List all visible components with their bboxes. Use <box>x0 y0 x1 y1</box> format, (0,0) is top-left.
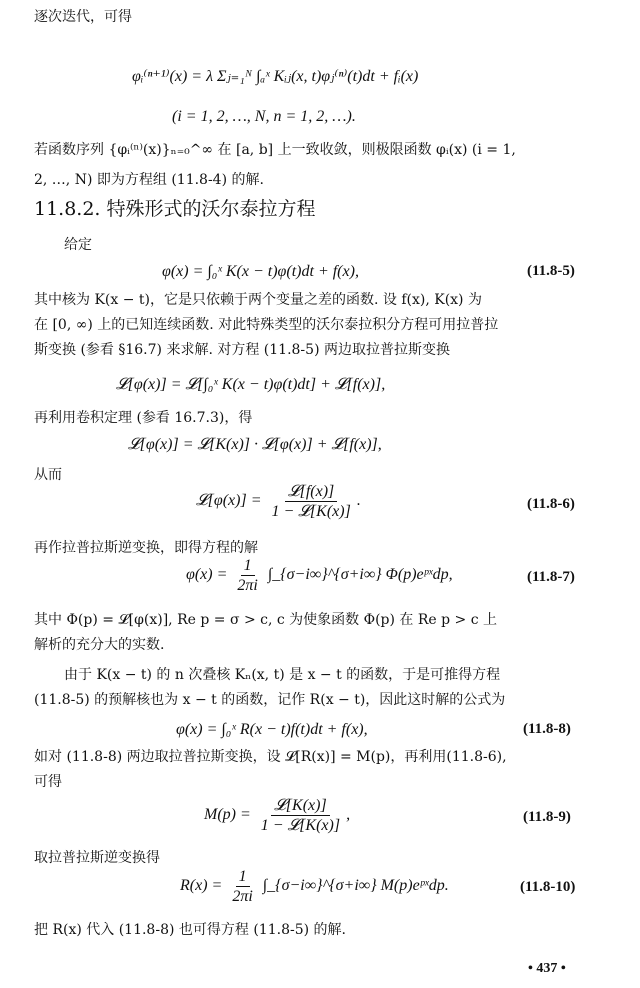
equation-rhs: ∫_{σ−i∞}^{σ+i∞} M(p)eᵖˣdp. <box>262 877 449 895</box>
text-line: 把 R(x) 代入 (11.8-8) 也可得方程 (11.8-5) 的解. <box>34 922 346 938</box>
text-line: 在 [0, ∞) 上的已知连续函数. 对此特殊类型的沃尔泰拉积分方程可用拉普拉 <box>34 317 499 333</box>
equation-number: (11.8-6) <box>527 496 575 512</box>
text-line: 再利用卷积定理 (参看 16.7.3)，得 <box>34 410 253 426</box>
equation <box>196 482 361 521</box>
equation: 𝓛[φ(x)] = 𝓛[K(x)] · 𝓛[φ(x)] + 𝓛[f(x)], <box>128 436 382 453</box>
numerator: 1 <box>241 556 255 576</box>
equation-lhs: φ(x) = <box>186 566 228 584</box>
text-line: 给定 <box>64 237 92 253</box>
fraction <box>234 556 260 595</box>
fraction <box>258 796 343 835</box>
text-line: 如对 (11.8-8) 两边取拉普拉斯变换，设 𝓛[R(x)] = M(p)，再利用(11.8-6), <box>34 749 507 765</box>
text-line: 若函数序列 {φᵢ⁽ⁿ⁾(x)}ₙ₌₀^∞ 在 [a, b] 上一致收敛，则极限函数 φᵢ(x) (i = 1, <box>34 142 516 158</box>
text-line: 2, …, N) 即为方程组 (11.8-4) 的解. <box>34 172 264 188</box>
section-heading: 11.8.2. 特殊形式的沃尔泰拉方程 <box>34 198 316 220</box>
equation-number: (11.8-5) <box>527 263 575 279</box>
equation-lhs: R(x) = <box>180 877 223 895</box>
equation: 𝓛[φ(x)] = 𝓛[∫₀ˣ K(x − t)φ(t)dt] + 𝓛[f(x)], <box>116 376 386 393</box>
text-line: 可得 <box>34 774 62 790</box>
equation-rhs: ∫_{σ−i∞}^{σ+i∞} Φ(p)eᵖˣdp, <box>267 566 453 584</box>
denominator: 1 − 𝓛[K(x)] <box>271 503 351 520</box>
numerator: 𝓛[K(x)] <box>271 796 330 816</box>
equation-lhs: M(p) = <box>204 806 251 824</box>
page-number: • 437 • <box>528 961 566 976</box>
text-line: 斯变换 (参看 §16.7) 来求解. 对方程 (11.8-5) 两边取拉普拉斯变换 <box>34 342 450 358</box>
equation-number: (11.8-10) <box>520 879 576 895</box>
denominator: 1 − 𝓛[K(x)] <box>260 817 341 834</box>
text-line: 逐次迭代，可得 <box>34 9 132 25</box>
text-line: 再作拉普拉斯逆变换，即得方程的解 <box>34 540 258 556</box>
text-line: (11.8-5) 的预解核也为 x − t 的函数，记作 R(x − t)，因此这时解的公式为 <box>34 692 506 708</box>
equation <box>186 556 453 595</box>
fraction <box>269 482 354 521</box>
equation: φᵢ⁽ⁿ⁺¹⁾(x) = λ Σⱼ₌₁ᴺ ∫ₐˣ Kᵢⱼ(x, t)φⱼ⁽ⁿ⁾(t)dt + fᵢ(x) <box>132 68 419 85</box>
numerator: 𝓛[f(x)] <box>285 482 337 502</box>
equation-number: (11.8-7) <box>527 569 575 585</box>
text-line: 从而 <box>34 467 62 483</box>
denominator: 2πi <box>237 577 258 594</box>
equation-number: (11.8-8) <box>523 721 571 737</box>
text-line: 其中核为 K(x − t)，它是只依赖于两个变量之差的函数. 设 f(x), K(x) 为 <box>34 292 482 308</box>
equation-punct: , <box>346 806 351 824</box>
equation <box>204 796 350 835</box>
text-line: 解析的充分大的实数. <box>34 637 165 653</box>
equation: φ(x) = ∫₀ˣ K(x − t)φ(t)dt + f(x), <box>162 263 359 280</box>
text-line: 由于 K(x − t) 的 n 次叠核 Kₙ(x, t) 是 x − t 的函数，于是可推得方程 <box>64 667 501 683</box>
equation: φ(x) = ∫₀ˣ R(x − t)f(t)dt + f(x), <box>176 721 368 738</box>
text-line: 取拉普拉斯逆变换得 <box>34 850 160 866</box>
numerator: 1 <box>236 867 250 887</box>
equation-number: (11.8-9) <box>523 809 571 825</box>
equation: (i = 1, 2, …, N, n = 1, 2, …). <box>172 108 356 125</box>
equation-punct: . <box>356 492 361 510</box>
text-line: 其中 Φ(p) = 𝓛[φ(x)], Re p = σ > c, c 为使象函数 Φ(p) 在 Re p > c 上 <box>34 612 498 628</box>
denominator: 2πi <box>232 888 253 905</box>
equation <box>180 867 449 906</box>
fraction <box>229 867 255 906</box>
equation-lhs: 𝓛[φ(x)] = <box>196 492 262 510</box>
